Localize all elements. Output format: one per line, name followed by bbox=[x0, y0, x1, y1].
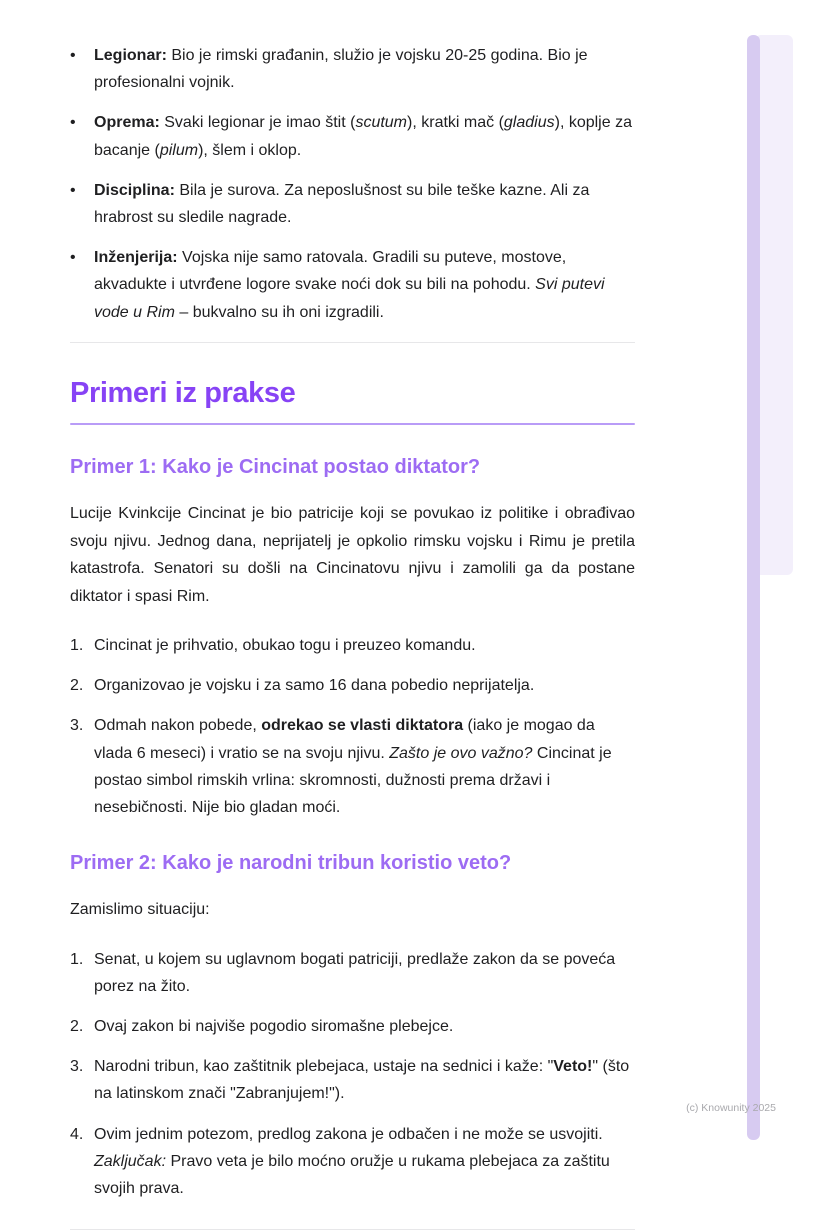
list-item bbox=[70, 42, 635, 96]
example2-intro: Zamislimo situaciju: bbox=[70, 901, 210, 919]
list-item-text: Narodni tribun, kao zaštitnik plebejaca, ustaje na sednici i kaže: "Veto!" (što na latinskom znači "Zabranjujem!"). bbox=[94, 1058, 630, 1103]
list-item-text: Organizovao je vojsku i za samo 16 dana pobedio neprijatelja. bbox=[94, 677, 535, 695]
bullet-marker: • bbox=[70, 181, 76, 199]
example2-numbered-list bbox=[70, 946, 635, 1203]
section-title: Primeri iz prakse bbox=[70, 376, 296, 409]
example1-title: Primer 1: Kako je Cincinat postao diktator? bbox=[70, 456, 481, 479]
example2-title: Primer 2: Kako je narodni tribun koristio veto? bbox=[70, 852, 512, 875]
document-page bbox=[70, 42, 635, 1230]
list-item bbox=[70, 672, 635, 699]
list-item-text: Cincinat je prihvatio, obukao togu i preuzeo komandu. bbox=[94, 637, 476, 655]
example1-numbered-list bbox=[70, 632, 635, 821]
number-marker: 1. bbox=[70, 950, 84, 968]
list-item-text: Odmah nakon pobede, odrekao se vlasti diktatora (iako je mogao da vlada 6 meseci) i vratio se na svoju njivu. Zašto je ovo važno? Cincinat je postao simbol rimskih vrlina: skromnosti, dužnosti prema državi i nesebičnosti. Nije bio gladan moći. bbox=[94, 717, 612, 817]
section-divider bbox=[70, 342, 635, 343]
list-item-text: Senat, u kojem su uglavnom bogati patriciji, predlaže zakon da se poveća porez na žito. bbox=[94, 950, 616, 995]
list-item-text: Oprema: Svaki legionar je imao štit (scutum), kratki mač (gladius), koplje za bacanje (pilum), šlem i oklop. bbox=[94, 114, 632, 159]
list-item-text: Ovim jednim potezom, predlog zakona je odbačen i ne može se usvojiti. Zaključak: Pravo veta je bilo moćno oružje u rukama plebejaca za zaštitu svojih prava. bbox=[94, 1125, 610, 1198]
scrollbar-strip[interactable] bbox=[747, 35, 760, 1140]
list-item bbox=[70, 1053, 635, 1107]
list-item bbox=[70, 1013, 635, 1040]
number-marker: 3. bbox=[70, 1058, 84, 1076]
list-item bbox=[70, 712, 635, 821]
list-item bbox=[70, 946, 635, 1000]
number-marker: 2. bbox=[70, 677, 84, 695]
list-item bbox=[70, 177, 635, 231]
copyright-credit: (c) Knowunity 2025 bbox=[686, 1102, 776, 1114]
bullet-marker: • bbox=[70, 114, 76, 132]
section-title-underline bbox=[70, 423, 635, 425]
bullet-marker: • bbox=[70, 47, 76, 64]
list-item bbox=[70, 632, 635, 659]
bullet-marker: • bbox=[70, 249, 76, 267]
next-page-preview-panel bbox=[755, 35, 793, 575]
list-item-text: Disciplina: Bila je surova. Za neposlušnost su bile teške kazne. Ali za hrabrost su sledile nagrade. bbox=[94, 181, 590, 226]
example1-intro: Lucije Kvinkcije Cincinat je bio patricije koji se povukao iz politike i obrađivao svoju njivu. Jednog dana, neprijatelj je opkolio rimsku vojsku i Rimu je pretila katastrofa. Senatori su došli na Cincinatovu njivu i zamolili ga da postane diktator i spasi Rim. bbox=[70, 505, 635, 605]
list-item-text: Legionar: Bio je rimski građanin, služio je vojsku 20-25 godina. Bio je profesionalni vojnik. bbox=[94, 47, 588, 92]
list-item-text: Inženjerija: Vojska nije samo ratovala. Gradili su puteve, mostove, akvadukte i utvrđene logore svake noći dok su bili na pohodu. Svi putevi vode u Rim – bukvalno su ih oni izgradili. bbox=[94, 249, 605, 321]
list-item-text: Ovaj zakon bi najviše pogodio siromašne plebejce. bbox=[94, 1018, 454, 1036]
number-marker: 3. bbox=[70, 717, 84, 735]
list-item bbox=[70, 109, 635, 163]
number-marker: 1. bbox=[70, 637, 84, 655]
list-item bbox=[70, 244, 635, 326]
bullet-list bbox=[70, 42, 635, 326]
list-item bbox=[70, 1121, 635, 1203]
number-marker: 4. bbox=[70, 1125, 84, 1143]
number-marker: 2. bbox=[70, 1018, 84, 1036]
